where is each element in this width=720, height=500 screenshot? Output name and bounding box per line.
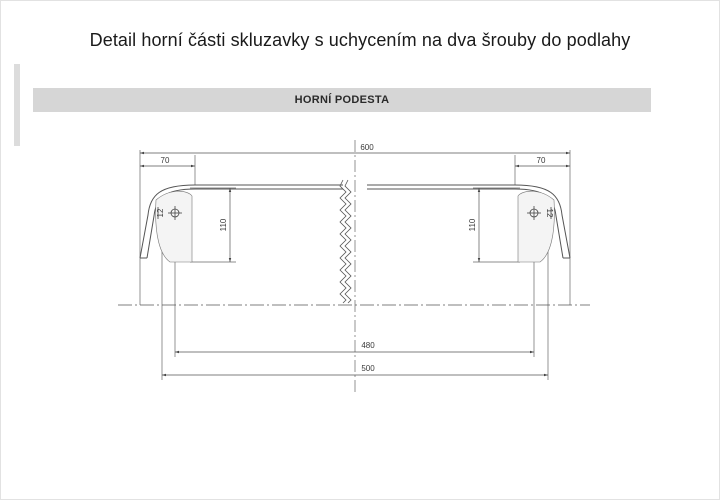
- dim-right-height: 110: [468, 218, 477, 232]
- page-title: Detail horní části skluzavky s uchycením na dva šrouby do podlahy: [89, 30, 631, 50]
- dim-left-height: 110: [219, 218, 228, 232]
- section-title: HORNÍ PODESTA: [294, 94, 390, 106]
- dim-right-hole: 12: [545, 208, 554, 218]
- break-lines: [340, 180, 351, 303]
- dim-left-hole: 12: [156, 208, 165, 218]
- dim-overall-width: 600: [360, 143, 374, 152]
- dim-left-end-width: 70: [160, 156, 170, 165]
- screw-holes: [158, 206, 551, 220]
- dim-inner-span: 480: [361, 341, 375, 350]
- dim-right-end-width: 70: [536, 156, 546, 165]
- dim-outer-span: 500: [361, 364, 375, 373]
